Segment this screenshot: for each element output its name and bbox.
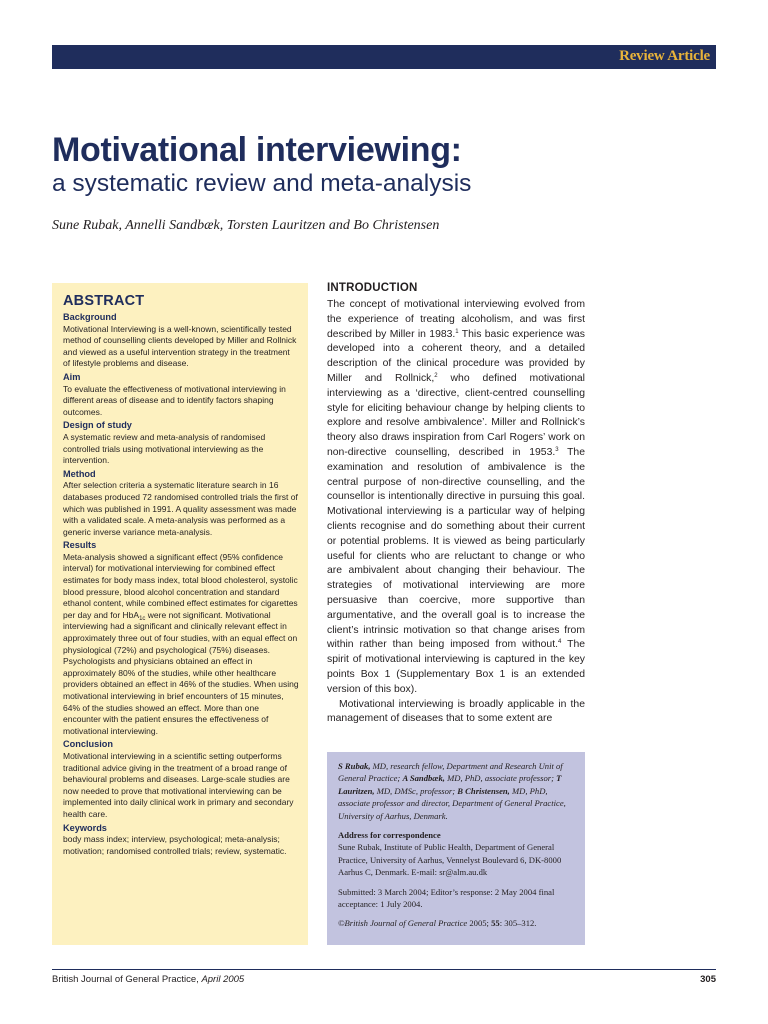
text-run: The concept of motivational interviewing evolved from the experience of treating alcoholism, and was first described by Miller in 1983. — [327, 299, 585, 340]
abstract-section-heading: Aim — [63, 371, 81, 382]
text-run: 1c — [139, 615, 146, 622]
header-banner — [52, 45, 716, 69]
text-run: The examination and resolution of ambivalence is the central purpose of non-directive counselling, and the counsellor is intentionally directive in pursuing this goal. Motivational interviewing is a particular way of helping clients recognise and do something about their current or potential problems. It is viewed as being particularly useful for clients who are reluctant to change or who are ambivalent about changing their behaviour. The strategies of motivational interviewing are more persuasive than coercive, more supportive than argumentative, and the overall goal is to increase the client’s intrinsic motivation so that change arises from within rather than being imposed from without. — [327, 446, 585, 651]
affiliation-box — [327, 752, 585, 945]
text-run: were not significant. Motivational interviewing had a significant and clinically relevant effect in approximately three out of four studies, with an equal effect on physiological (72%) and psychological (75%) diseases. Psychologists and physicians obtained an effect in approximately 80% of the studies, while other healthcare providers obtained an effect in 46% of the studies. When using motivational interviewing in brief encounters of 15 minutes, 64% of the studies showed an effect. More than one encounter with the patient ensures the effectiveness of motivational interviewing. — [63, 609, 299, 736]
copyright-line — [338, 917, 576, 929]
abstract-section-text — [63, 834, 299, 857]
author-affiliations — [338, 760, 576, 822]
text-run: Motivational interviewing is broadly applicable in the management of diseases that to some extent are — [327, 698, 585, 725]
introduction-paragraph — [327, 698, 585, 728]
abstract-section-text — [63, 324, 299, 370]
text-run: : 305–312. — [499, 918, 537, 929]
abstract-sections — [63, 312, 299, 857]
introduction-body — [327, 298, 585, 727]
abstract-section-heading: Design of study — [63, 420, 132, 431]
introduction-section — [327, 281, 585, 727]
abstract-section-text — [63, 751, 299, 821]
abstract-section-heading: Keywords — [63, 822, 107, 833]
introduction-heading: INTRODUCTION — [327, 282, 418, 294]
text-run: MD, PhD, associate professor and director, Department of General Practice, University of Aarhus, Denmark. — [338, 785, 566, 821]
submission-dates: Submitted: 3 March 2004; Editor’s response: 2 May 2004 final acceptance: 1 July 2004. — [338, 886, 555, 910]
text-run: After selection criteria a systematic literature search in 16 databases produced 72 randomised controlled trials the first of which was published in 1991. A quality assessment was made with a validated scale. A meta-analysis was performed as a generic inverse variance meta-analysis. — [63, 480, 298, 537]
text-run: 2 — [434, 372, 438, 379]
text-run: 4 — [557, 639, 562, 646]
article-title: Motivational interviewing: — [52, 131, 462, 169]
text-run: MD, PhD, associate professor; — [444, 773, 557, 784]
text-run: 2005; — [467, 918, 492, 929]
text-run: Meta-analysis showed a significant effect (95% confidence interval) for motivational interviewing for combined effect estimates for body mass index, total blood cholesterol, systolic blood pressure, blood alcohol concentration and standard ethanol content, while combined effect estimates for cigarettes per day and for HbA — [63, 551, 298, 620]
text-run: To evaluate the effectiveness of motivational interviewing in different areas of disease and to identify factors shaping outcomes. — [63, 383, 286, 417]
address-heading: Address for correspondence — [338, 830, 441, 841]
text-run: The spirit of motivational interviewing is captured in the key points Box 1 (Supplementary Box 1 is an extended version of this box). — [327, 639, 586, 695]
section-label: Review Article — [619, 48, 710, 64]
text-run: ©British Journal of General Practice — [338, 918, 468, 929]
text-run: Motivational interviewing in a scientific setting outperforms traditional advice giving in the treatment of a broad range of behavioural problems and diseases. Large-scale studies are now needed to prove that motivational interviewing can be implemented into daily clinical work in primary and secondary health care. — [63, 750, 294, 819]
abstract-box — [52, 283, 308, 945]
text-run: MD, research fellow, Department and Research Unit of General Practice; — [338, 761, 563, 784]
text-run: A systematic review and meta-analysis of randomised controlled trials using motivational interviewing as the intervention. — [63, 431, 266, 466]
abstract-section-text — [63, 384, 299, 419]
article-subtitle: a systematic review and meta-analysis — [52, 170, 472, 197]
text-run: who defined motivational interviewing as a ‘directive, client-centred counselling style for eliciting behaviour change by helping clients to explore and resolve ambivalence’. Miller and Rollnick’s theory also draws inspiration from Carl Rogers’ work on non-directive counselling, described in 1953. — [327, 372, 585, 458]
text-run: body mass index; interview, psychological; meta-analysis; motivation; randomised controlled trials; review, systematic. — [63, 834, 287, 856]
text-run: S Rubak, — [338, 761, 371, 771]
text-run: 3 — [555, 446, 559, 453]
address-text: Sune Rubak, Institute of Public Health, Department of General Practice, University of Aarhus, Vennelyst Boulevard 6, DK-8000 Aarhus C, Denmark. E-mail: sr@alm.au.dk — [338, 842, 562, 878]
text-run: Motivational Interviewing is a well-known, scientifically tested method of counselling clients developed by Miller and Rollnick and viewed as a useful intervention strategy in the treatment of lifestyle problems and disease. — [63, 323, 297, 369]
author-list: Sune Rubak, Annelli Sandbæk, Torsten Lauritzen and Bo Christensen — [52, 218, 440, 233]
footer-rule — [52, 969, 716, 970]
text-run: April 2005 — [201, 974, 245, 985]
text-run: MD, DMSc, professor; — [374, 785, 458, 796]
footer-journal — [52, 974, 244, 986]
text-run: 1 — [455, 328, 459, 335]
abstract-section-heading: Results — [63, 540, 97, 551]
abstract-title: ABSTRACT — [63, 293, 145, 309]
abstract-section-heading: Conclusion — [63, 739, 114, 750]
introduction-paragraph — [327, 298, 585, 698]
abstract-section-text — [63, 432, 299, 467]
abstract-section-heading: Background — [63, 312, 117, 322]
text-run: 55 — [491, 918, 500, 929]
page-number: 305 — [700, 974, 716, 985]
text-run: B Christensen, — [457, 785, 510, 796]
text-run: This basic experience was developed into a coherent theory, and a detailed description of the clinical procedure was provided by Miller and Rollnick, — [327, 328, 586, 384]
text-run: British Journal of General Practice, — [52, 974, 202, 985]
abstract-section-text — [63, 480, 299, 538]
abstract-section-heading: Method — [63, 468, 96, 479]
abstract-section-text — [63, 552, 299, 738]
text-run: A Sandbæk, — [402, 773, 445, 784]
text-run: T Lauritzen, — [338, 773, 562, 796]
